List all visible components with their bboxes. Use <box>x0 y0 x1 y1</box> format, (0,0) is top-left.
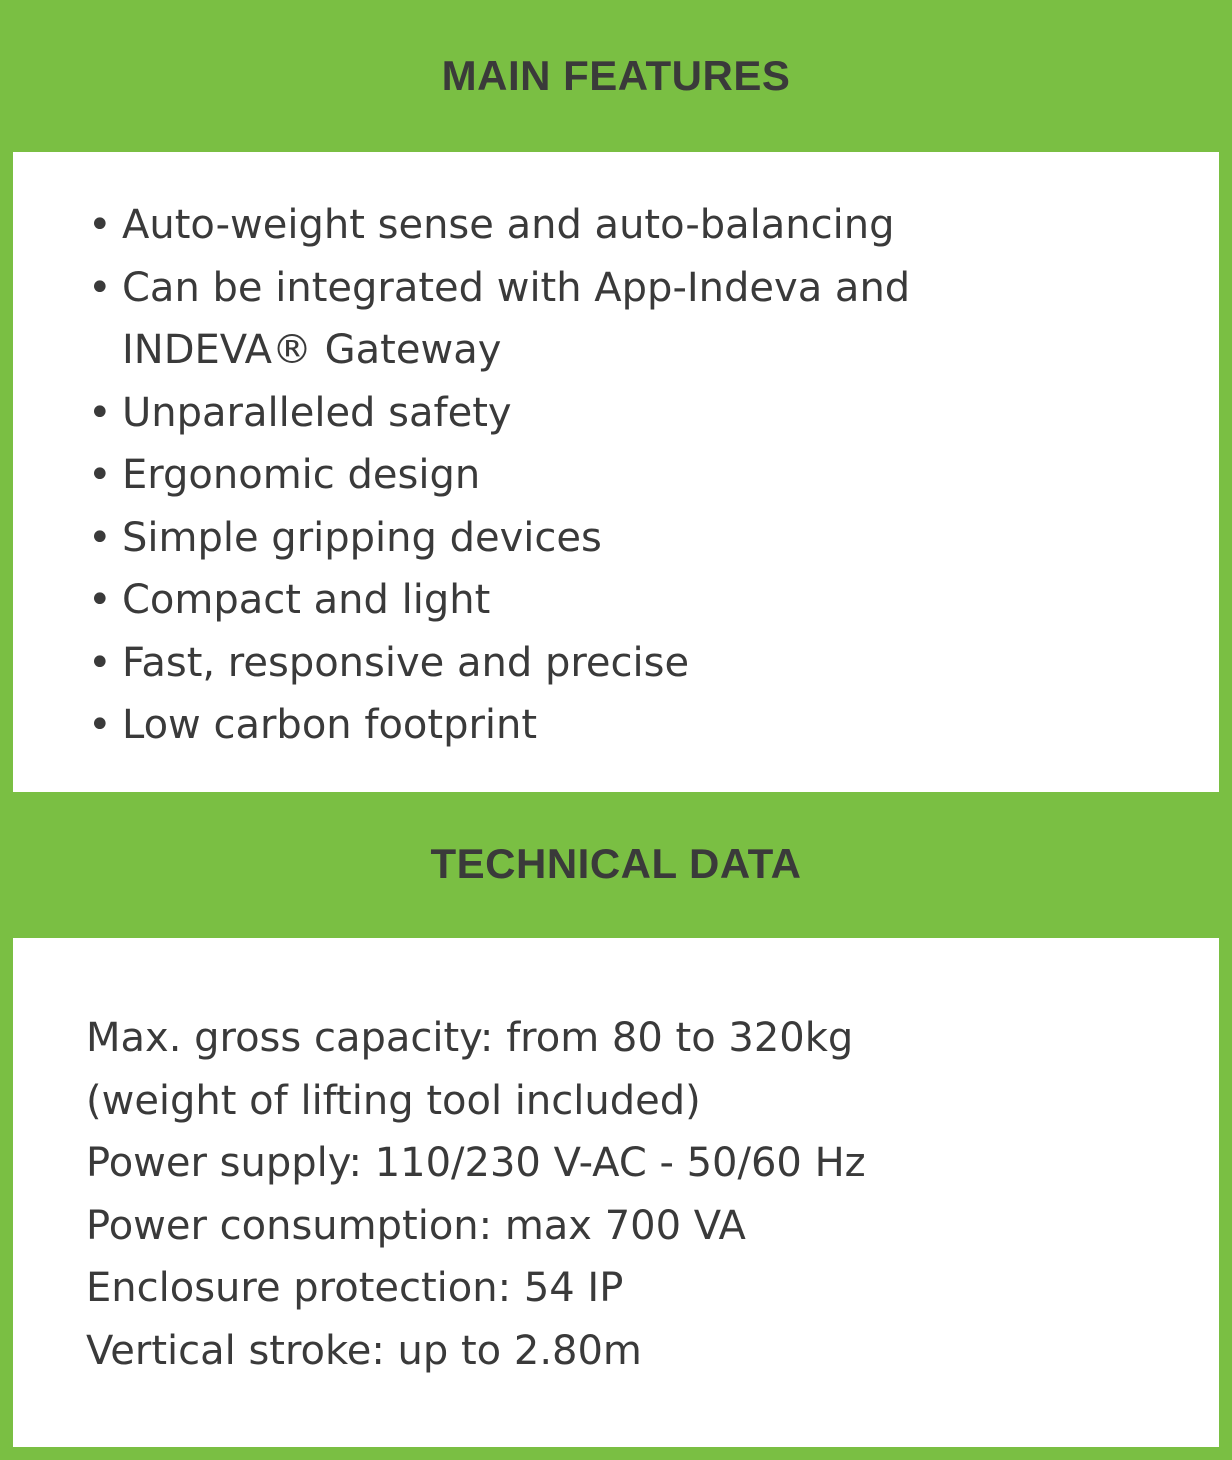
technical-data-panel <box>13 938 1219 1447</box>
spec-line: Power supply: 110/230 V-AC - 50/60 Hz <box>86 1140 866 1186</box>
list-item: • Ergonomic design <box>88 444 910 507</box>
list-item: • Compact and light <box>88 569 910 632</box>
technical-data-heading: TECHNICAL DATA <box>430 840 802 887</box>
spec-line: (weight of lifting tool included) <box>86 1077 701 1124</box>
list-item: • Low carbon footprint <box>88 694 910 757</box>
spec-line: Max. gross capacity: from 80 to 320kg <box>86 1015 854 1061</box>
technical-data-list <box>86 1007 866 1382</box>
bullet-icon: • <box>88 639 112 686</box>
spec-line: Enclosure protection: 54 IP <box>86 1265 624 1311</box>
list-item: • Fast, responsive and precise <box>88 632 910 695</box>
list-item: • Simple gripping devices <box>88 507 910 570</box>
bullet-icon: • <box>88 264 112 311</box>
main-features-heading: MAIN FEATURES <box>441 52 791 99</box>
bullet-icon: • <box>88 202 112 248</box>
list-item-continuation: INDEVA® Gateway <box>122 327 502 373</box>
bullet-icon: • <box>88 514 112 561</box>
bullet-icon: • <box>88 702 112 748</box>
spec-line: Power consumption: max 700 VA <box>86 1202 746 1249</box>
main-features-panel <box>13 152 1219 792</box>
bullet-icon: • <box>88 452 112 498</box>
bullet-icon: • <box>88 389 112 436</box>
features-list <box>88 194 910 757</box>
list-item: • Auto-weight sense and auto-balancing <box>88 194 910 257</box>
bullet-icon: • <box>88 577 112 623</box>
list-item: • Unparalleled safety <box>88 382 910 445</box>
spec-line: Vertical stroke: up to 2.80m <box>86 1327 642 1374</box>
list-item: • Can be integrated with App-Indeva and <box>88 257 910 320</box>
